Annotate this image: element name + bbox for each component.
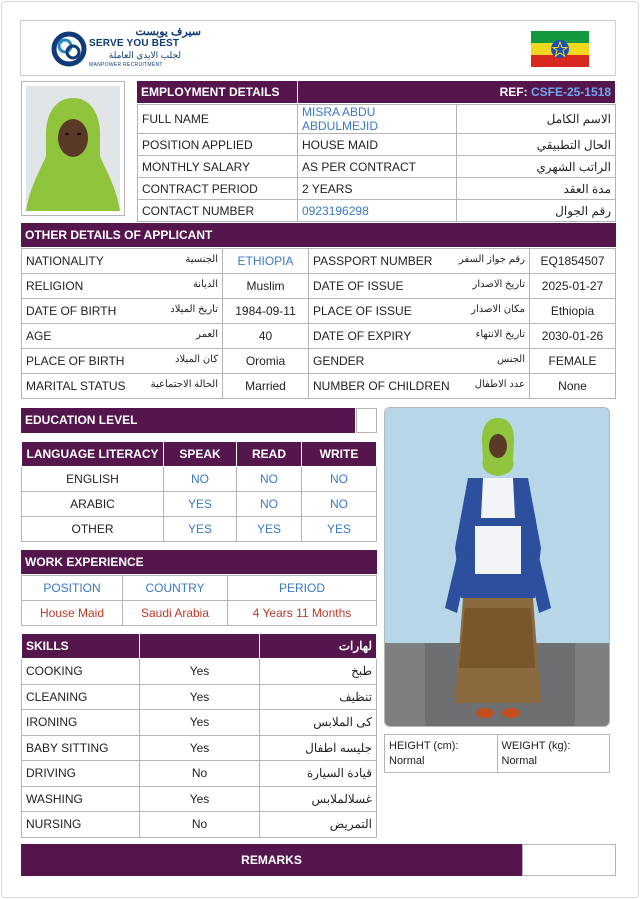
employment-value: 2 YEARS — [298, 178, 457, 200]
language-row — [22, 517, 377, 542]
other-label-cell — [309, 324, 530, 349]
other-arabic-label: مكان الاصدار — [471, 304, 525, 315]
ref-label: REF: — [499, 85, 528, 99]
skills-title: SKILLS — [22, 634, 140, 659]
language-read: NO — [237, 467, 302, 492]
employment-label: POSITION APPLIED — [138, 134, 298, 156]
other-label: PLACE OF ISSUE — [313, 304, 412, 318]
employment-value: HOUSE MAID — [298, 134, 457, 156]
other-label: PLACE OF BIRTH — [26, 354, 125, 368]
other-value: 2025-01-27 — [530, 274, 616, 299]
skill-value: No — [140, 812, 260, 838]
skills-table — [21, 633, 377, 838]
work-header: POSITION — [22, 576, 123, 601]
employment-row — [138, 156, 616, 178]
employment-row — [138, 105, 616, 134]
other-value: ETHIOPIA — [223, 249, 309, 274]
other-arabic-label: تاريخ الاصدار — [472, 279, 525, 290]
other-label: DATE OF EXPIRY — [313, 329, 412, 343]
work-header: COUNTRY — [123, 576, 228, 601]
skill-arabic-name: قيادة السيارة — [260, 761, 377, 787]
other-label: RELIGION — [26, 279, 84, 293]
other-details-table — [21, 248, 616, 399]
other-value: None — [530, 374, 616, 399]
other-arabic-label: الديانة — [192, 279, 218, 290]
skill-name: BABY SITTING — [22, 735, 140, 761]
other-value: Ethiopia — [530, 299, 616, 324]
language-header: LANGUAGE LITERACY — [22, 442, 164, 467]
other-value: FEMALE — [530, 349, 616, 374]
employment-label: MONTHLY SALARY — [138, 156, 298, 178]
brand-sub: MANPOWER RECRUITMENT — [89, 62, 163, 68]
skill-arabic-name: كى الملابس — [260, 710, 377, 736]
other-value: 1984-09-11 — [223, 299, 309, 324]
company-logo-icon — [51, 31, 87, 67]
skill-row — [22, 659, 377, 685]
other-arabic-label: كان الميلاد — [175, 354, 218, 365]
employment-arabic-label: الحال التطبيقي — [457, 134, 616, 156]
work-position: House Maid — [22, 601, 123, 626]
language-speak: YES — [164, 492, 237, 517]
language-read: YES — [237, 517, 302, 542]
measurements-table — [384, 734, 610, 773]
work-header-row — [22, 576, 377, 601]
other-arabic-label: تاريخ الانتهاء — [475, 329, 525, 340]
other-arabic-label: الحالة الاجتماعية — [150, 379, 218, 390]
language-header: READ — [237, 442, 302, 467]
ethiopia-flag-icon — [531, 31, 589, 67]
work-header: PERIOD — [228, 576, 377, 601]
other-label: MARITAL STATUS — [26, 379, 126, 393]
skill-row — [22, 684, 377, 710]
other-value: 40 — [223, 324, 309, 349]
other-label-cell — [309, 274, 530, 299]
other-details-row — [22, 299, 616, 324]
other-value: Married — [223, 374, 309, 399]
brand-arabic-name: سيرف يوبست — [135, 26, 201, 38]
employment-value: MISRA ABDU ABDULMEJID — [298, 105, 457, 134]
employment-arabic-label: الاسم الكامل — [457, 105, 616, 134]
weight-label: WEIGHT (kg): — [501, 740, 571, 752]
language-read: NO — [237, 492, 302, 517]
remarks-title: REMARKS — [21, 844, 522, 876]
skill-arabic-name: جليسه اطفال — [260, 735, 377, 761]
other-label-cell — [309, 249, 530, 274]
other-label-cell — [22, 349, 223, 374]
language-speak: YES — [164, 517, 237, 542]
work-period: 4 Years 11 Months — [228, 601, 377, 626]
language-write: NO — [302, 467, 377, 492]
skills-header-spacer — [140, 634, 260, 659]
other-value: Muslim — [223, 274, 309, 299]
employment-value: AS PER CONTRACT — [298, 156, 457, 178]
employment-row — [138, 134, 616, 156]
skill-row — [22, 735, 377, 761]
language-header: SPEAK — [164, 442, 237, 467]
other-value: Oromia — [223, 349, 309, 374]
ref-value: CSFE-25-1518 — [530, 85, 611, 99]
language-header-row — [22, 442, 377, 467]
employment-arabic-label: رقم الجوال — [457, 200, 616, 222]
employment-arabic-label: مدة العقد — [457, 178, 616, 200]
skill-name: COOKING — [22, 659, 140, 685]
weight-cell — [497, 735, 610, 773]
skill-value: Yes — [140, 710, 260, 736]
other-details-row — [22, 274, 616, 299]
language-name: ENGLISH — [22, 467, 164, 492]
other-value: EQ1854507 — [530, 249, 616, 274]
work-experience-title: WORK EXPERIENCE — [21, 550, 377, 574]
other-label-cell — [22, 249, 223, 274]
employment-label: FULL NAME — [138, 105, 298, 134]
header-bar — [20, 20, 616, 76]
other-label: DATE OF ISSUE — [313, 279, 404, 293]
language-write: YES — [302, 517, 377, 542]
skills-header-row — [22, 634, 377, 659]
skill-arabic-name: طبخ — [260, 659, 377, 685]
other-details-title: OTHER DETAILS OF APPLICANT — [21, 223, 616, 247]
full-body-photo-frame — [384, 407, 610, 727]
other-label-cell — [22, 374, 223, 399]
full-body-photo — [385, 408, 610, 727]
skill-value: Yes — [140, 735, 260, 761]
other-label-cell — [309, 374, 530, 399]
work-country: Saudi Arabia — [123, 601, 228, 626]
skill-value: No — [140, 761, 260, 787]
employment-arabic-label: الراتب الشهري — [457, 156, 616, 178]
language-speak: NO — [164, 467, 237, 492]
skill-name: DRIVING — [22, 761, 140, 787]
skill-name: NURSING — [22, 812, 140, 838]
other-label-cell — [22, 274, 223, 299]
education-level-title: EDUCATION LEVEL — [21, 408, 355, 433]
skill-row — [22, 761, 377, 787]
language-write: NO — [302, 492, 377, 517]
skill-name: IRONING — [22, 710, 140, 736]
height-value: Normal — [389, 755, 425, 767]
work-table — [21, 575, 377, 626]
skill-arabic-name: تنظيف — [260, 684, 377, 710]
other-label: NATIONALITY — [26, 254, 104, 268]
skill-row — [22, 710, 377, 736]
other-arabic-label: عدد الاطفال — [474, 379, 525, 390]
language-name: OTHER — [22, 517, 164, 542]
ref-header — [298, 81, 615, 103]
other-arabic-label: العمر — [196, 329, 218, 340]
skill-arabic-name: غسلالملابس — [260, 786, 377, 812]
other-details-row — [22, 324, 616, 349]
other-arabic-label: الجنس — [496, 354, 525, 365]
language-name: ARABIC — [22, 492, 164, 517]
other-label: NUMBER OF CHILDREN — [313, 379, 450, 393]
other-value: 2030-01-26 — [530, 324, 616, 349]
remarks-value — [522, 844, 616, 876]
skill-value: Yes — [140, 684, 260, 710]
other-details-row — [22, 374, 616, 399]
other-label: DATE OF BIRTH — [26, 304, 117, 318]
employment-label: CONTACT NUMBER — [138, 200, 298, 222]
other-arabic-label: الجنسية — [185, 254, 218, 265]
other-label-cell — [22, 324, 223, 349]
employment-value: 0923196298 — [298, 200, 457, 222]
other-label-cell — [309, 349, 530, 374]
employment-table — [137, 104, 616, 222]
other-arabic-label: رقم جواز السفر — [458, 254, 525, 265]
skill-value: Yes — [140, 659, 260, 685]
skill-value: Yes — [140, 786, 260, 812]
other-label-cell — [22, 299, 223, 324]
language-table — [21, 441, 377, 542]
skills-arabic-title: لهارات — [260, 634, 377, 659]
weight-value: Normal — [501, 755, 537, 767]
brand-name: SERVE YOU BEST — [89, 38, 180, 49]
employment-row — [138, 178, 616, 200]
other-label-cell — [309, 299, 530, 324]
other-label: AGE — [26, 329, 52, 343]
employment-label: CONTRACT PERIOD — [138, 178, 298, 200]
language-row — [22, 467, 377, 492]
portrait-photo-frame — [21, 81, 125, 216]
other-arabic-label: تاريخ الميلاد — [170, 304, 218, 315]
height-label: HEIGHT (cm): — [389, 740, 459, 752]
brand-arabic-sub: لجلب الايدي العاملة — [108, 50, 181, 60]
portrait-photo — [26, 86, 120, 211]
skill-row — [22, 786, 377, 812]
language-header: WRITE — [302, 442, 377, 467]
work-row — [22, 601, 377, 626]
skill-arabic-name: التمريض — [260, 812, 377, 838]
education-level-value — [356, 408, 377, 433]
height-cell — [385, 735, 498, 773]
employment-details-title: EMPLOYMENT DETAILS — [137, 81, 297, 103]
language-row — [22, 492, 377, 517]
other-label: PASSPORT NUMBER — [313, 254, 433, 268]
other-details-row — [22, 249, 616, 274]
other-label: GENDER — [313, 354, 365, 368]
skill-row — [22, 812, 377, 838]
employment-row — [138, 200, 616, 222]
skill-name: WASHING — [22, 786, 140, 812]
other-details-row — [22, 349, 616, 374]
skill-name: CLEANING — [22, 684, 140, 710]
